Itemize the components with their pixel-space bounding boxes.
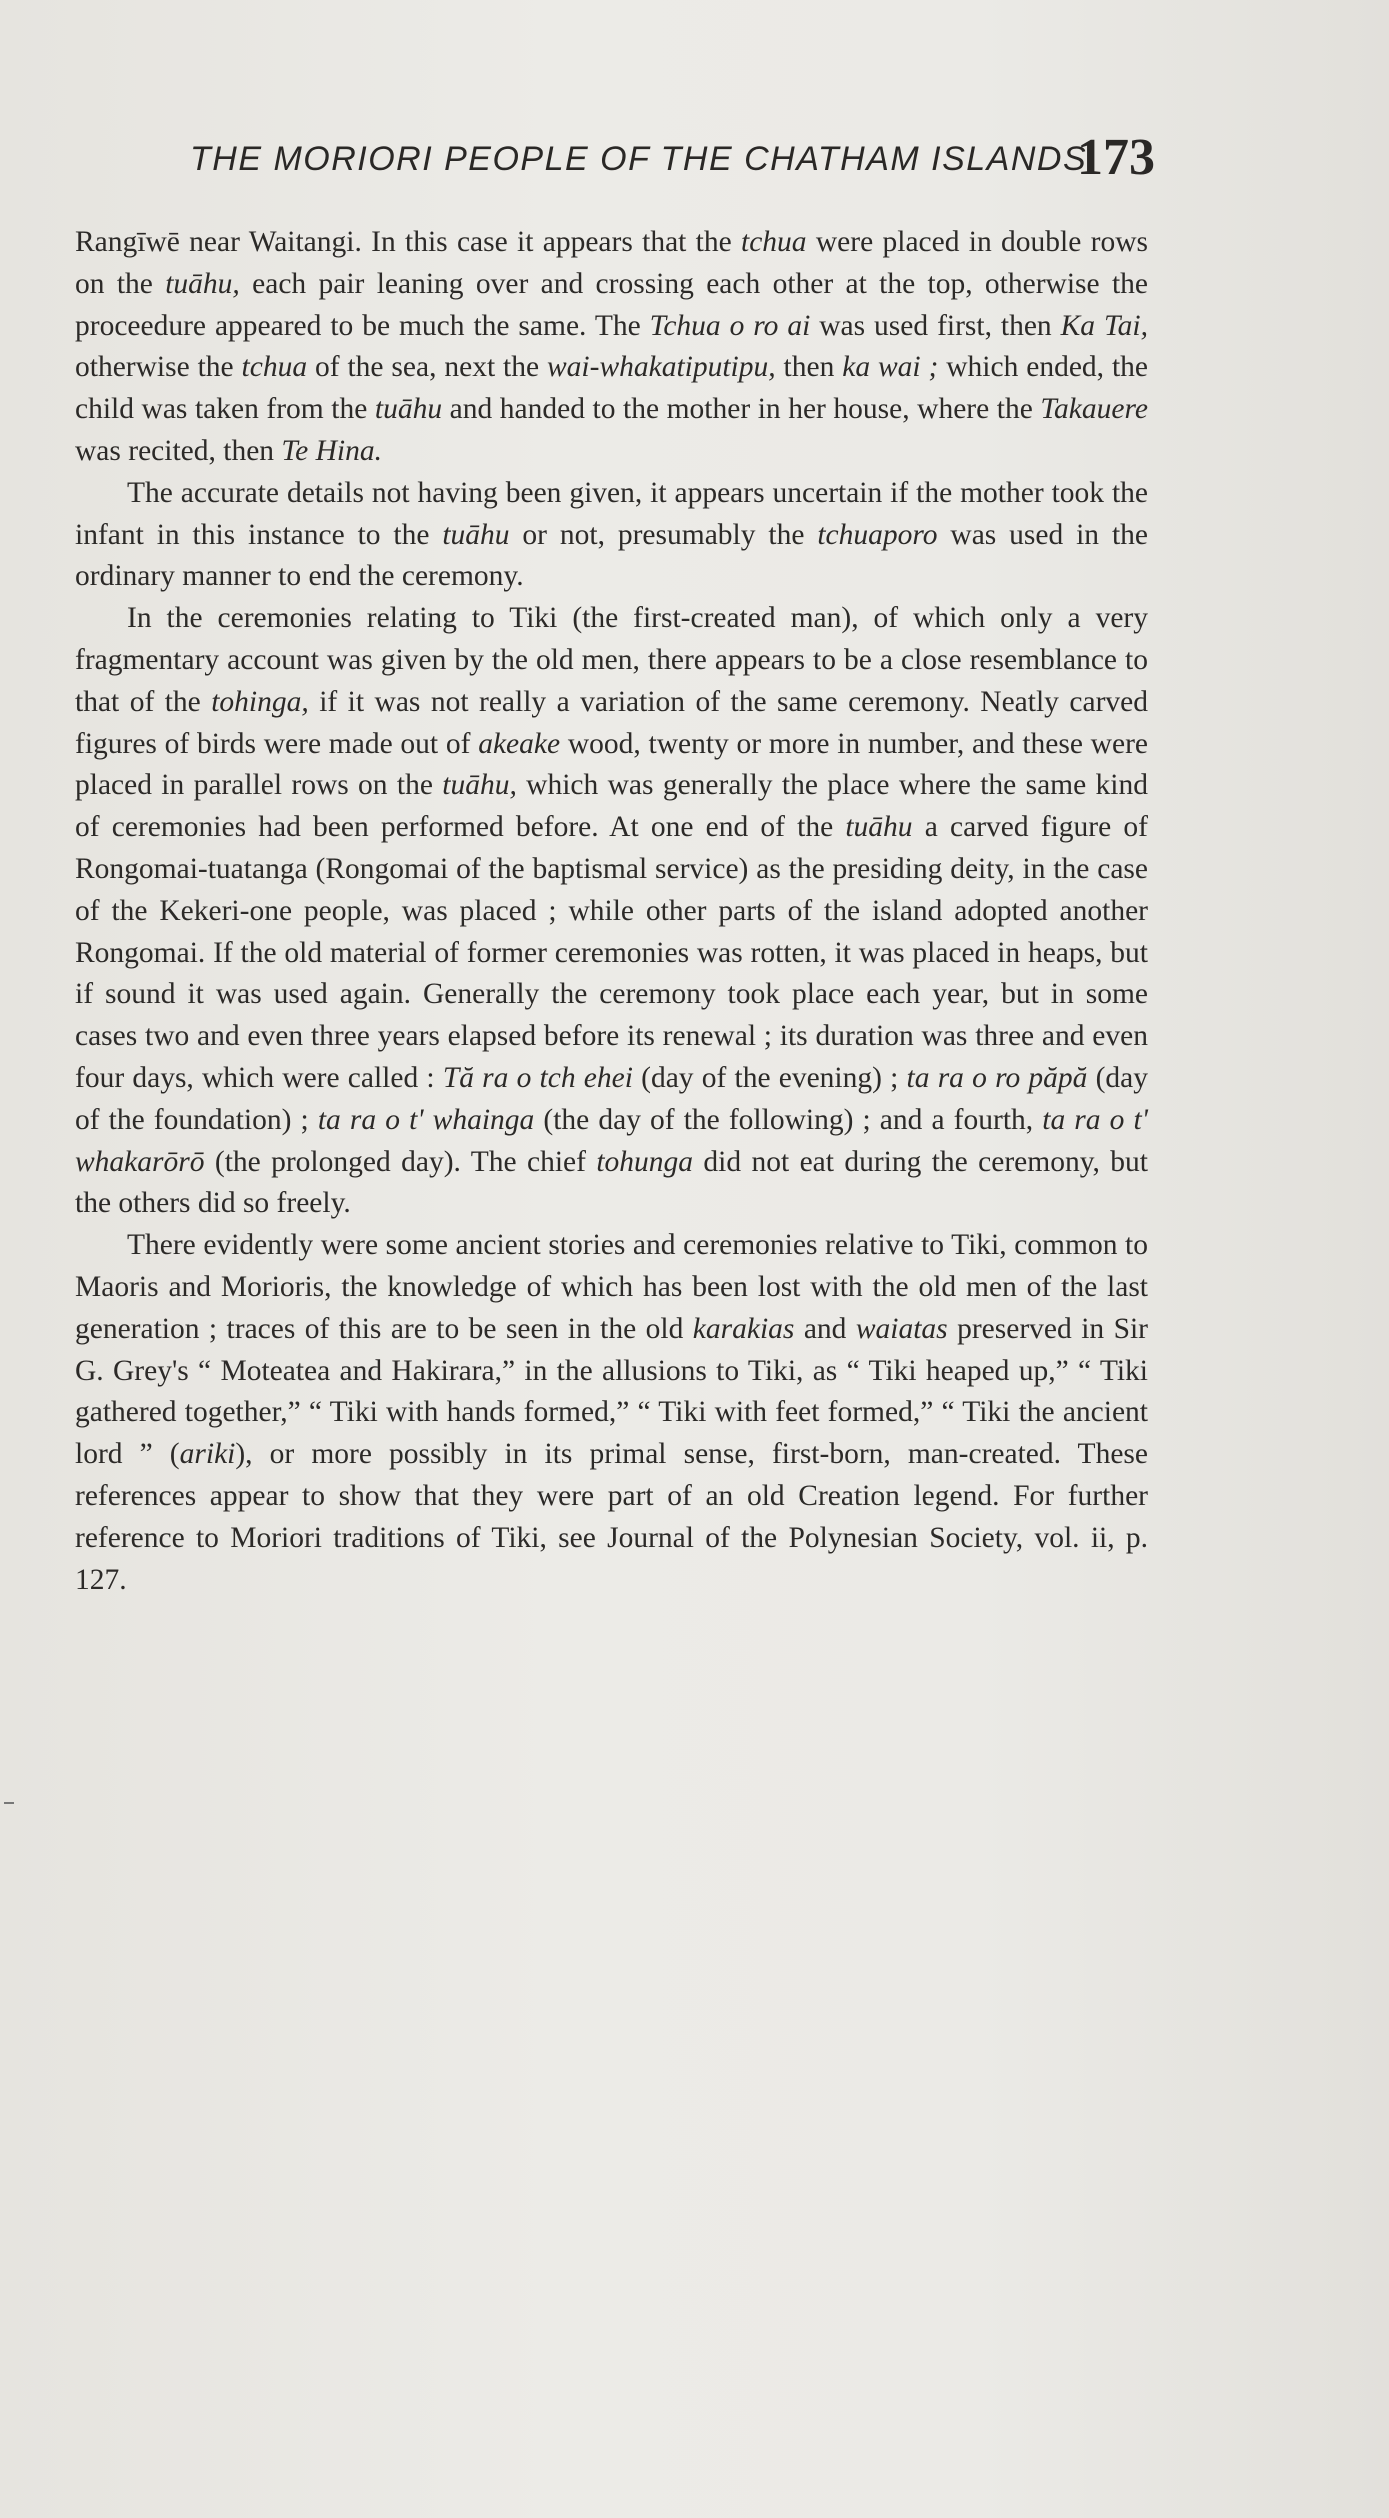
text-run: was used in the ordinary manner to end the ceremony. (75, 518, 1148, 593)
text-run: then (775, 351, 843, 384)
italic-term: Tchua o ro ai (649, 309, 811, 342)
italic-term: tchua (241, 351, 308, 384)
running-title: THE MORIORI PEOPLE OF THE CHATHAM ISLANDS. (190, 140, 1099, 178)
italic-term: tuāhu (374, 393, 443, 426)
text-run: of the sea, next the (307, 351, 547, 384)
italic-term: karakias (692, 1312, 795, 1345)
text-run: otherwise the (75, 351, 242, 384)
text-run: preserved in Sir G. Grey's “ Moteatea and Hakirara,” in the allusions to Tiki, as “ Tiki heaped up,” “ Tiki gathered together,” “ Tiki with hands formed,” “ Tiki with feet formed,” “ Tiki the ancient lord ” ( (75, 1312, 1149, 1471)
text-run: There evidently were some ancient stories and ceremonies relative to Tiki, common to Maoris and Morioris, the knowledge of which has been lost with the old men of the last generation ; traces of this are to be seen in the old (75, 1229, 1148, 1345)
text-run: In the ceremonies relating to Tiki (the first-created man), of which only a very fragmentary account was given by the old men, there appears to be a close resemblance to that of the (75, 602, 1148, 718)
text-run: and handed to the mother in her house, where the (442, 393, 1041, 426)
text-run: (day of the evening) ; (632, 1061, 907, 1094)
italic-term: tchuaporo (817, 518, 938, 551)
text-run: which was generally the place where the same kind of ceremonies had been performed before. At one end of the (75, 769, 1148, 844)
text-run: Rangīwē near Waitangi. In this case it appears that the (75, 226, 742, 258)
italic-term: Te Hina. (281, 434, 382, 467)
italic-term: tuāhu, (442, 769, 517, 802)
text-run: did not eat during the ceremony, but the others did so freely. (75, 1145, 1148, 1220)
italic-term: tohinga, (211, 685, 309, 718)
italic-term: tuāhu, (165, 267, 240, 300)
italic-term: waiatas (855, 1312, 948, 1345)
paragraph-4 (75, 1225, 1148, 1601)
text-run: a carved figure of Rongomai-tuatanga (Rongomai of the baptismal service) as the presiding deity, in the case of the Kekeri-one people, was placed ; while other parts of the island adopted another Rongomai. If the old material of former ceremonies was rotten, it was placed in heaps, but if sound it was used again. Generally the ceremony took place each year, but in some cases two and even three years elapsed before its renewal ; its duration was three and even four days, which were called : (75, 811, 1148, 1094)
page-header (0, 128, 1389, 188)
text-run: if it was not really a variation of the same ceremony. Neatly carved figures of birds were made out of (75, 685, 1148, 760)
text-run: (the prolonged day). The chief (204, 1145, 597, 1178)
text-run: (the day of the following) ; and a fourth, (534, 1103, 1043, 1136)
paragraph-2 (75, 473, 1148, 598)
italic-term: ta ra o t' whainga (317, 1103, 535, 1136)
page-number: 173 (1077, 129, 1155, 186)
text-run: wood, twenty or more in number, and these were placed in parallel rows on the (75, 727, 1148, 802)
italic-term: wai-whakatiputipu, (547, 351, 776, 384)
body-text (75, 222, 1148, 1601)
italic-term: tuāhu (845, 811, 913, 844)
italic-term: Takauere (1040, 393, 1148, 426)
italic-term: Tă ra o tch ehei (442, 1061, 633, 1094)
text-run: which ended, the child was taken from the (75, 351, 1148, 426)
italic-term: ta ra o ro păpă (906, 1061, 1088, 1094)
text-run: and (794, 1312, 856, 1345)
italic-term: Ka Tai, (1060, 309, 1149, 342)
text-run: The accurate details not having been given, it appears uncertain if the mother took the infant in this instance to the (75, 476, 1148, 551)
text-run: were placed in double rows on the (75, 226, 1148, 300)
italic-term: ariki (179, 1438, 236, 1471)
text-run: was used first, then (810, 309, 1061, 342)
italic-term: akeake (478, 727, 561, 760)
text-run: was recited, then (75, 434, 282, 467)
paragraph-3 (75, 598, 1148, 1225)
text-run: ), or more possibly in its primal sense, first-born, man-created. These references appear to show that they were part of an old Creation legend. For further reference to Moriori traditions of Tiki, see Journal of the Polynesian Society, vol. ii, p. 127. (75, 1438, 1148, 1596)
italic-term: tohunga (596, 1145, 694, 1178)
text-run: or not, presumably the (509, 518, 818, 551)
text-run: each pair leaning over and crossing each other at the top, otherwise the proceedure appeared to be much the same. The (75, 267, 1148, 342)
italic-term: ka wai ; (842, 351, 939, 384)
text-run: (day of the foundation) ; (75, 1061, 1149, 1136)
paragraph-1 (75, 222, 1148, 473)
italic-term: tuāhu (442, 518, 510, 551)
italic-term: tchua (741, 226, 807, 258)
margin-mark (4, 1802, 14, 1804)
italic-term: ta ra o t' whakarōrō (75, 1103, 1148, 1178)
